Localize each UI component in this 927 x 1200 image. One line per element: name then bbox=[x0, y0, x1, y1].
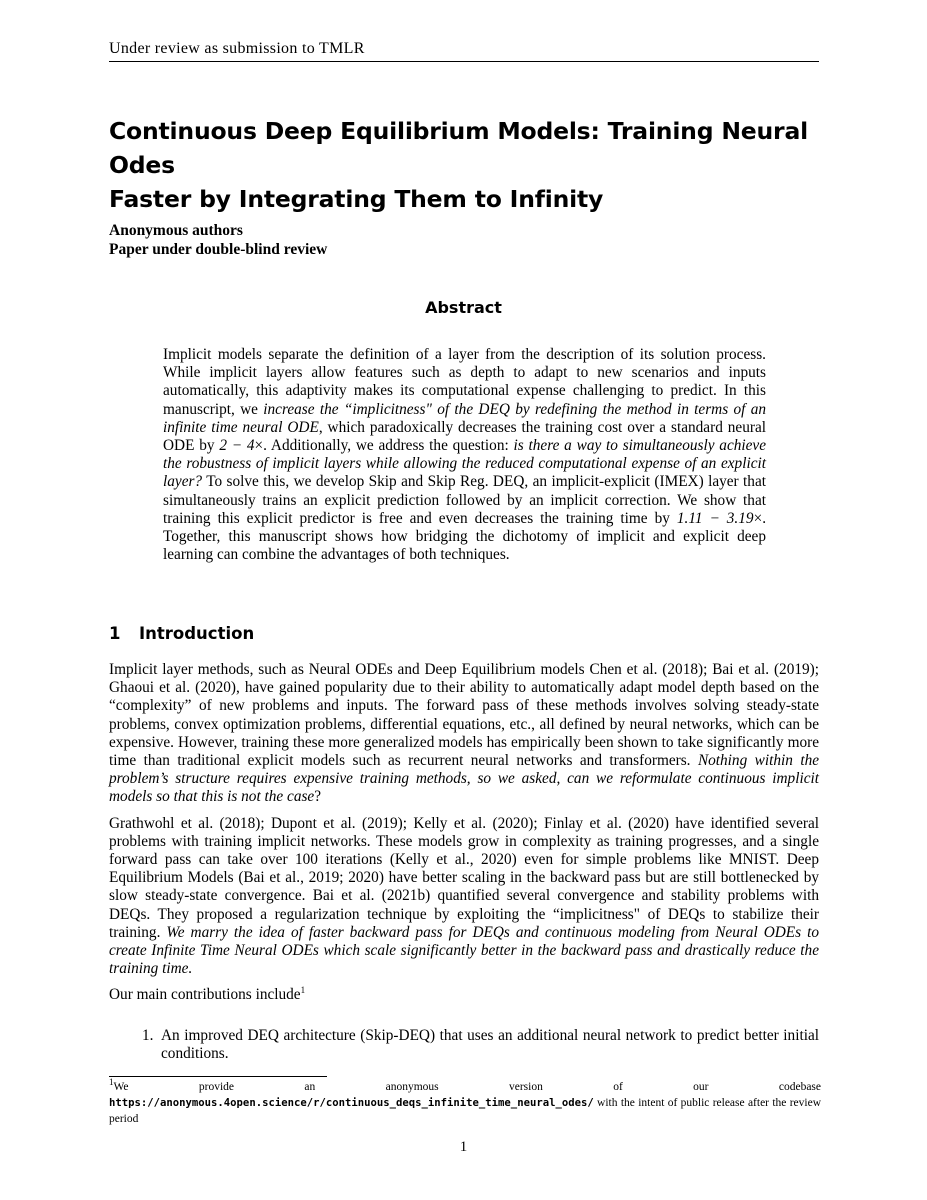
abstract-math-span: 1.11 − 3.19 bbox=[676, 509, 754, 527]
section-body bbox=[109, 661, 819, 1063]
header-rule bbox=[109, 61, 819, 62]
footnote-reference[interactable]: 1 bbox=[300, 985, 306, 996]
abstract-italic-span: is there a way to simultaneously achieve the robustness of implicit layers while allowing the reduced computational expense of an explicit layer? bbox=[163, 437, 766, 491]
title-line-2: Faster by Integrating Them to Infinity bbox=[109, 185, 604, 213]
paragraph bbox=[109, 661, 819, 807]
abstract-span: ×. Additionally, we address the question: bbox=[254, 437, 514, 455]
list-item bbox=[109, 1027, 819, 1063]
section-heading-introduction bbox=[109, 624, 254, 643]
abstract-span: , which paradoxically decreases the training cost over a standard neural ODE by bbox=[163, 418, 766, 455]
paragraph-italic-text: We marry the idea of faster backward pass for DEQs and continuous modeling from Neural ODEs to create Infinite Time Neural ODEs which scale significantly better in the backward pass and drastically reduce the training time. bbox=[109, 923, 819, 978]
footnote-url-link[interactable]: https://anonymous.4open.science/r/continuous_deqs_infinite_time_neural_odes/ bbox=[109, 1097, 594, 1109]
paragraph bbox=[109, 815, 819, 979]
footnote-mark: 1 bbox=[109, 1077, 114, 1088]
paragraph-text: ? bbox=[314, 788, 322, 806]
paragraph-text: Implicit layer methods, such as Neural ODEs and Deep Equilibrium models Chen et al. (2018); Bai et al. (2019); Ghaoui et al. (2020), have gained popularity due to their ability to automatically adapt model depth based on the “complexity” of new problems and inputs. The forward pass of these methods involves solving steady-state problems, convex optimization problems, differential equations, etc., all defined by neural networks, which can be expensive. However, training these more generalized models has empirically been shown to take significantly more time than traditional explicit models such as recurrent neural networks and transformers. bbox=[109, 661, 819, 770]
paragraph-italic-text: Nothing within the problem’s structure requires expensive training methods, so we asked, can we reformulate continuous implicit models so that this is not the case bbox=[109, 752, 820, 806]
running-head: Under review as submission to TMLR bbox=[109, 40, 365, 57]
section-number: 1 bbox=[109, 624, 121, 643]
list-item-text: An improved DEQ architecture (Skip-DEQ) that uses an additional neural network to predict better initial conditions. bbox=[161, 1026, 819, 1062]
list-marker: 1. bbox=[142, 1026, 154, 1044]
title-line-1: Continuous Deep Equilibrium Models: Training Neural Odes bbox=[109, 117, 808, 179]
abstract-span: ×. Together, this manuscript shows how bridging the dichotomy of implicit and explicit deep learning can combine the advantages of both techniques. bbox=[163, 509, 767, 564]
abstract-span: To solve this, we develop Skip and Skip Reg. DEQ, an implicit-explicit (IMEX) layer that simultaneously trains an explicit prediction followed by an implicit correction. We show that training this explicit predictor is free and even decreases the training time by bbox=[163, 473, 766, 527]
review-status-line: Paper under double-blind review bbox=[109, 241, 328, 258]
abstract-heading: Abstract bbox=[425, 298, 502, 317]
author-block bbox=[109, 221, 327, 259]
contributions-list bbox=[109, 1027, 819, 1063]
paragraph-text: Our main contributions include bbox=[109, 986, 301, 1004]
footnote bbox=[109, 1079, 821, 1127]
footnote-rule bbox=[109, 1076, 327, 1077]
footnote-text: We provide an anonymous version of our codebase bbox=[113, 1081, 821, 1093]
paragraph-text: Grathwohl et al. (2018); Dupont et al. (2019); Kelly et al. (2020); Finlay et al. (2020) have identified several problems with training implicit networks. These models grow in complexity as training progresses, and a single forward pass can take over 100 iterations (Kelly et al., 2020) even for simple problems like MNIST. Deep Equilibrium Models (Bai et al., 2019; 2020) have better scaling in the backward pass but are still bottlenecked by slow steady-state convergence. Bai et al. (2021b) quantified several convergence and stability problems with DEQs. They proposed a regularization technique by exploiting the “implicitness" of DEQs to stabilize their training. bbox=[109, 814, 819, 941]
paragraph bbox=[109, 986, 819, 1004]
footnote-text: with the intent of public release after the review period bbox=[109, 1097, 821, 1125]
page-number: 1 bbox=[459, 1139, 468, 1155]
section-title: Introduction bbox=[139, 624, 255, 643]
abstract-math-span: 2 − 4 bbox=[219, 437, 255, 455]
abstract-italic-span: increase the “implicitness" of the DEQ by redefining the method in terms of an infinite time neural ODE bbox=[163, 400, 766, 436]
paper-title bbox=[109, 114, 839, 216]
abstract-span: Implicit models separate the definition of a layer from the description of its solution process. While implicit layers allow features such as depth to adapt to new scenarios and inputs automatically, this adaptivity makes its computational expense challenging to predict. In this manuscript, we bbox=[163, 346, 766, 418]
authors-line: Anonymous authors bbox=[109, 222, 243, 239]
abstract-text bbox=[163, 346, 766, 564]
